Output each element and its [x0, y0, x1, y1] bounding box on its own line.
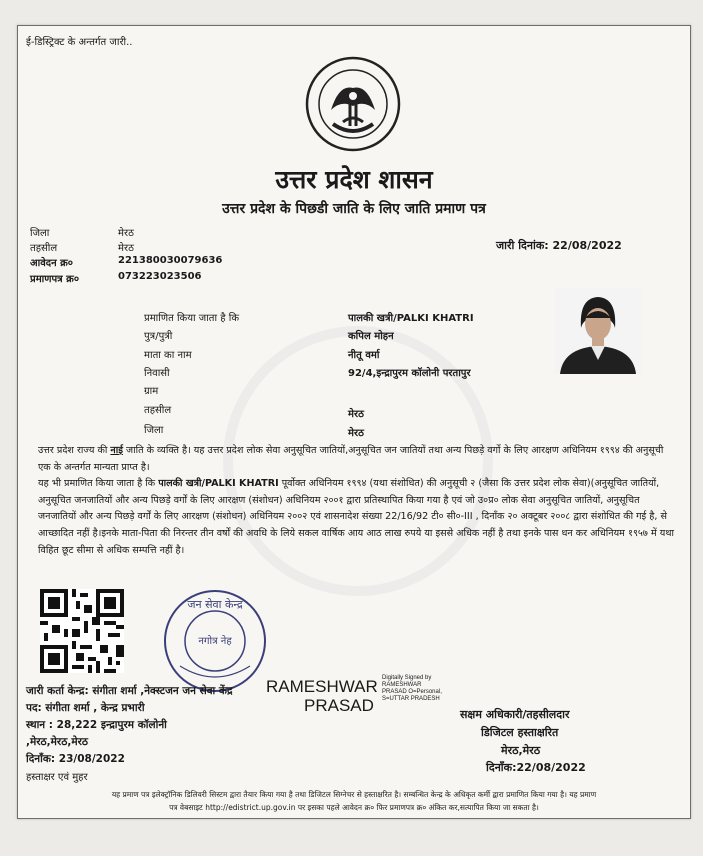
district-note: ई-डिस्ट्रिक्ट के अन्तर्गत जारी.. [26, 37, 133, 48]
detail-label: तहसील [144, 405, 172, 416]
detail-value-district: मेरठ [348, 428, 364, 439]
district-value: मेरठ [118, 228, 134, 239]
applicant-photo [555, 288, 641, 374]
signatory-name-line2: PRASAD [304, 696, 374, 715]
detail-label: निवासी [144, 368, 170, 379]
footer-line1: यह प्रमाण पत्र इलेक्ट्रॉनिक डिलिवरी सिस्टम द्वारा तैयार किया गया है तथा डिजिटल सिग्नेचर से हस्ताक्षरित है। सम्बन्धित केन्द्र के अधिकृत कर्मी द्वारा प्रमाणित किया गया है। यह प्रमाण [111, 790, 597, 799]
detail-value-name: पालकी खत्री/PALKI KHATRI [348, 313, 474, 324]
footer-line2: पत्र वेबसाइट http://edistrict.up.gov.in पर इसका पहले आवेदन क्र० फिर प्रमाणपत्र क्र० अंकित कर,सत्यापित किया जा सकता है। [169, 803, 539, 812]
qr-code [40, 589, 124, 673]
authority-title: सक्षम अधिकारी/तहसीलदार [460, 708, 570, 721]
detail-label: प्रमाणित किया जाता है कि [144, 313, 240, 324]
signatory-name-line1: RAMESHWAR [266, 677, 378, 696]
government-title: उत्तर प्रदेश शासन [275, 165, 433, 194]
application-number: 221380030079636 [118, 255, 223, 266]
digital-sign-note: Digitally Signed by RAMESHWAR PRASAD O=Personal, S=UTTAR PRADESH [382, 675, 442, 702]
authority-place: मेरठ,मेरठ [501, 744, 541, 757]
issuer-post: पद: संगीता शर्मा , केन्द्र प्रभारी [26, 702, 145, 714]
certificate-title: उत्तर प्रदेश के पिछडी जाति के लिए जाति प्रमाण पत्र [222, 201, 486, 217]
digital-signature [266, 675, 442, 715]
caste-paragraph: उत्तर प्रदेश राज्य की नाई जाति के व्यक्ति है। यह उत्तर प्रदेश लोक सेवा अनुसूचित जातियों,अनुसूचित जन जातियों तथा अन्य पिछड़े वर्गो के लिए आरक्षण अधिनियम १९९४ की अनुसूची एक के अन्तर्गत मान्यता प्राप्त है। [38, 445, 664, 473]
issuer-place: स्थान : 28,222 इन्द्रापुरम कॉलोनी [26, 719, 167, 731]
detail-value-mother: नीतू वर्मा [348, 350, 380, 361]
stamp-top-text: जन सेवा केन्द्र [187, 598, 243, 611]
tehsil-label: तहसील [30, 243, 58, 254]
stamp-center-text: नगोत्र नेह [198, 636, 232, 647]
tehsil-value: मेरठ [118, 243, 134, 254]
body-applicant-name: पालकी खत्री/PALKI KHATRI [158, 478, 279, 490]
issuer-date: दिनाँक: 23/08/2022 [26, 753, 125, 765]
detail-label: माता का नाम [144, 350, 192, 361]
detail-label: ग्राम [144, 386, 159, 397]
caste-name: नाई [110, 445, 123, 456]
detail-value-address: 92/4,इन्द्रापुरम कॉलोनी परतापुर [348, 368, 471, 379]
income-paragraph: यह भी प्रमाणित किया जाता है कि पालकी खत्री/PALKI KHATRI पूर्वोक्त अधिनियम १९९४ (यथा संशोधित) की अनुसूची २ (जैसा कि उत्तर प्रदेश लोक सेवा)(अनुसूचित जातियों, अनुसूचित जनजातियों और अन्य पिछड़े वर्गों के लिए आरक्षण (संशोधन) अधिनियम २००१ द्वारा प्रतिस्थापित किया गया है एवं जो उ०प्र० लोक सेवा अनुसूचित जातियों, अनुसूचित जनजातियों और अन्य पिछड़े वर्गों के लिए आरक्षण (संशोधन) अधिनियम २००२ एवं शासनादेश संख्या 22/16/92 टी० सी०-III , दिनाँक २० अक्टूबर २००८ द्वारा संशोधित की गई है, से आच्छादित नहीं है।इनके माता-पिता की निरन्तर तीन वर्षों की अवधि के लिये सकल वार्षिक आय आठ लाख रुपये या इससे अधिक नहीं है तथा इनके पास धन कर अधिनियम १९५७ में यथा विहित छूट सीमा से अधिक सम्पत्ति नहीं है। [38, 478, 674, 556]
issuer-center: जारी कर्ता केन्द्र: संगीता शर्मा ,नेक्स्टजन जन सेवा केंद्र [26, 685, 233, 697]
issuer-address: ,मेरठ,मेरठ,मेरठ [26, 736, 88, 748]
seva-kendra-stamp-icon [160, 586, 270, 696]
verification-footer [28, 788, 680, 814]
authority-digital: डिजिटल हस्ताक्षरित [481, 726, 559, 739]
detail-label: पुत्र/पुत्री [144, 331, 173, 342]
authority-date: दिनाँक:22/08/2022 [486, 761, 586, 774]
certificate-number: 073223023506 [118, 271, 202, 282]
issue-date: जारी दिनांक: 22/08/2022 [496, 239, 622, 252]
detail-value-father: कपिल मोहन [348, 331, 394, 342]
certificate-label: प्रमाणपत्र क्र० [30, 274, 80, 285]
application-label: आवेदन क्र० [30, 258, 74, 269]
detail-label: जिला [144, 425, 164, 436]
certificate-sheet [17, 25, 691, 819]
issuer-sign-seal: हस्ताक्षर एवं मुहर [26, 772, 88, 783]
detail-value-tehsil: मेरठ [348, 409, 364, 420]
up-emblem-icon [303, 54, 403, 154]
certificate-body [38, 443, 678, 559]
district-label: जिला [30, 228, 50, 239]
